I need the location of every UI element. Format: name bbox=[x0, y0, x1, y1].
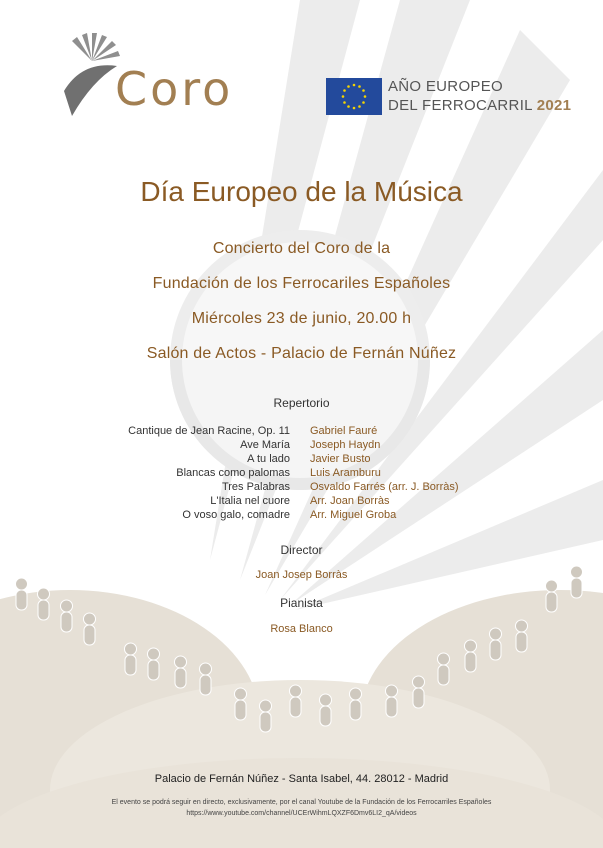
repertoire-work: Cantique de Jean Racine, Op. 11 bbox=[128, 425, 290, 437]
eu-year-line2 bbox=[388, 97, 571, 114]
director-name: Joan Josep Borràs bbox=[255, 569, 348, 581]
repertoire-composer: Gabriel Fauré bbox=[310, 425, 378, 437]
repertoire-composer: Javier Busto bbox=[310, 453, 371, 465]
director-heading: Director bbox=[280, 543, 323, 557]
repertoire-work: O voso galo, comadre bbox=[182, 509, 290, 521]
repertoire-work: L'Italia nel cuore bbox=[210, 495, 290, 507]
venue-address: Palacio de Fernán Núñez - Santa Isabel, 44. 28012 - Madrid bbox=[154, 773, 449, 785]
repertoire-work: Tres Palabras bbox=[221, 481, 290, 493]
eu-flag-icon bbox=[326, 78, 382, 115]
streaming-note: El evento se podrá seguir en directo, exclusivamente, por el canal Youtube de la Fundación de los Ferrocarriles Españoles bbox=[111, 799, 492, 806]
eu-year-number: 2021 bbox=[536, 97, 572, 114]
repertoire-works bbox=[128, 424, 290, 522]
repertoire-composers bbox=[310, 424, 459, 522]
event-datetime: Miércoles 23 de junio, 20.00 h bbox=[191, 310, 412, 327]
eu-year-line1: AÑO EUROPEO bbox=[388, 78, 503, 95]
pianist-heading: Pianista bbox=[280, 596, 323, 610]
youtube-link[interactable]: https://www.youtube.com/channel/UCErWihmLQXZF6Dmv6LI2_qA/videos bbox=[186, 810, 417, 817]
repertoire-work: Blancas como palomas bbox=[176, 467, 290, 479]
repertoire-work: A tu lado bbox=[247, 453, 290, 465]
repertoire-work: Ave María bbox=[240, 439, 290, 451]
repertoire-composer: Arr. Joan Borràs bbox=[310, 495, 390, 507]
eu-year-text: DEL FERROCARRIL bbox=[388, 97, 533, 114]
event-venue: Salón de Actos - Palacio de Fernán Núñez bbox=[146, 345, 457, 362]
coro-logo-text: Coro bbox=[115, 62, 234, 116]
event-subtitle-2: Fundación de los Ferrocariles Españoles bbox=[152, 275, 451, 292]
repertoire-heading: Repertorio bbox=[273, 396, 330, 410]
repertoire-composer: Joseph Haydn bbox=[310, 439, 381, 451]
repertoire-composer: Arr. Miguel Groba bbox=[310, 509, 397, 521]
event-subtitle-1: Concierto del Coro de la bbox=[212, 240, 391, 257]
event-title: Día Europeo de la Música bbox=[140, 176, 463, 207]
coro-logo-icon bbox=[62, 31, 122, 121]
repertoire-composer: Luis Aramburu bbox=[310, 467, 381, 479]
pianist-name: Rosa Blanco bbox=[270, 623, 333, 635]
repertoire-composer: Osvaldo Farrés (arr. J. Borràs) bbox=[310, 481, 459, 493]
